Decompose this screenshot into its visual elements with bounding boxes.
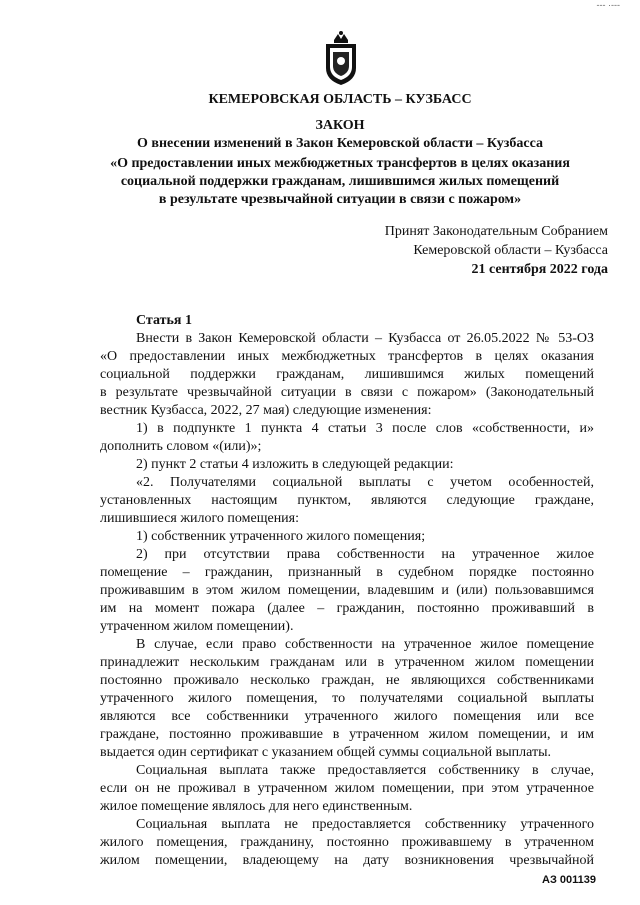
form-serial-number: АЗ 001139 — [542, 874, 596, 886]
body-line: если он не проживал в утраченном жилом помещении, при этом утраченное — [100, 781, 594, 796]
body-line: 2) при отсутствии права собственности на утраченное жилое — [136, 547, 594, 562]
body-line: Внести в Закон Кемеровской области – Кузбасса от 26.05.2022 № 53-ОЗ — [136, 331, 594, 346]
adoption-line: Принят Законодательным Собранием — [384, 224, 608, 239]
body-line: установленных настоящим пунктом, являются следующие граждане, — [100, 493, 594, 508]
title-line: социальной поддержки гражданам, лишившимся жилых помещений — [120, 174, 560, 189]
body-line: им на момент пожара (далее – гражданин, постоянно проживавший в — [100, 601, 594, 616]
body-line: утраченного жилого помещения, то получателями социальной выплаты — [100, 691, 594, 706]
body-line: социальной поддержки гражданам, лишившимся жилых помещений — [100, 367, 594, 382]
body-line: 2) пункт 2 статьи 4 изложить в следующей редакции: — [136, 457, 454, 472]
body-line: вестник Кузбасса, 2022, 27 мая) следующие изменения: — [100, 403, 432, 418]
body-line: принадлежит нескольким гражданам или в утраченном жилом помещении — [100, 655, 594, 670]
body-line: являются все собственники утраченного жилого помещения или все — [100, 709, 594, 724]
adoption-line: Кемеровской области – Кузбасса — [413, 243, 608, 258]
adoption-date: 21 сентября 2022 года — [471, 262, 608, 277]
title-line: в результате чрезвычайной ситуации в связи с пожаром» — [158, 192, 522, 207]
document-type-heading: ЗАКОН — [315, 118, 365, 133]
title-line: «О предоставлении иных межбюджетных трансфертов в целях оказания — [110, 156, 570, 171]
adoption-block — [385, 222, 608, 279]
body-line: жилого помещения, гражданину, постоянно проживавшему в утраченном — [100, 835, 594, 850]
body-line: Социальная выплата не предоставляется собственнику утраченного — [136, 817, 594, 832]
body-line: жилом помещении, владеющему на дату возникновения чрезвычайной — [100, 853, 594, 868]
region-heading: КЕМЕРОВСКАЯ ОБЛАСТЬ – КУЗБАСС — [208, 92, 472, 107]
body-line: утраченном жилом помещении). — [100, 619, 294, 634]
title-line: О внесении изменений в Закон Кемеровской области – Кузбасса — [137, 136, 543, 151]
body-line: Социальная выплата также предоставляется собственнику в случае, — [136, 763, 594, 778]
body-line: дополнить словом «(или)»; — [100, 439, 262, 454]
body-line: проживавшим в этом жилом помещении, владевшим и (или) пользовавшимся — [100, 583, 594, 598]
article-heading: Статья 1 — [136, 313, 192, 328]
body-line: 1) собственник утраченного жилого помещения; — [136, 529, 426, 544]
body-line: в результате чрезвычайной ситуации в связи с пожаром» (Законодательный — [100, 385, 594, 400]
body-line: В случае, если право собственности на утраченное жилое помещение — [136, 637, 594, 652]
body-line: лишившиеся жилого помещения: — [100, 511, 300, 526]
coat-of-arms-emblem — [322, 30, 360, 86]
body-line: 1) в подпункте 1 пункта 4 статьи 3 после слов «собственности, и» — [136, 421, 594, 436]
body-line: «О предоставлении иных межбюджетных трансфертов в целях оказания — [100, 349, 594, 364]
body-line: граждане, постоянно проживавшие в утраченном жилом помещении, и им — [100, 727, 594, 742]
body-line: выдается один сертификат с указанием общей суммы социальной выплаты. — [100, 745, 552, 760]
body-line: «2. Получателями социальной выплаты с учетом особенностей, — [136, 475, 594, 490]
scan-edge-mark: --- ·--- — [596, 0, 620, 10]
body-line: жилое помещение являлось для него единственным. — [100, 799, 413, 814]
body-line: помещение – гражданин, признанный в судебном порядке постоянно — [100, 565, 594, 580]
body-line: постоянно проживало несколько граждан, не являющихся собственниками — [100, 673, 594, 688]
